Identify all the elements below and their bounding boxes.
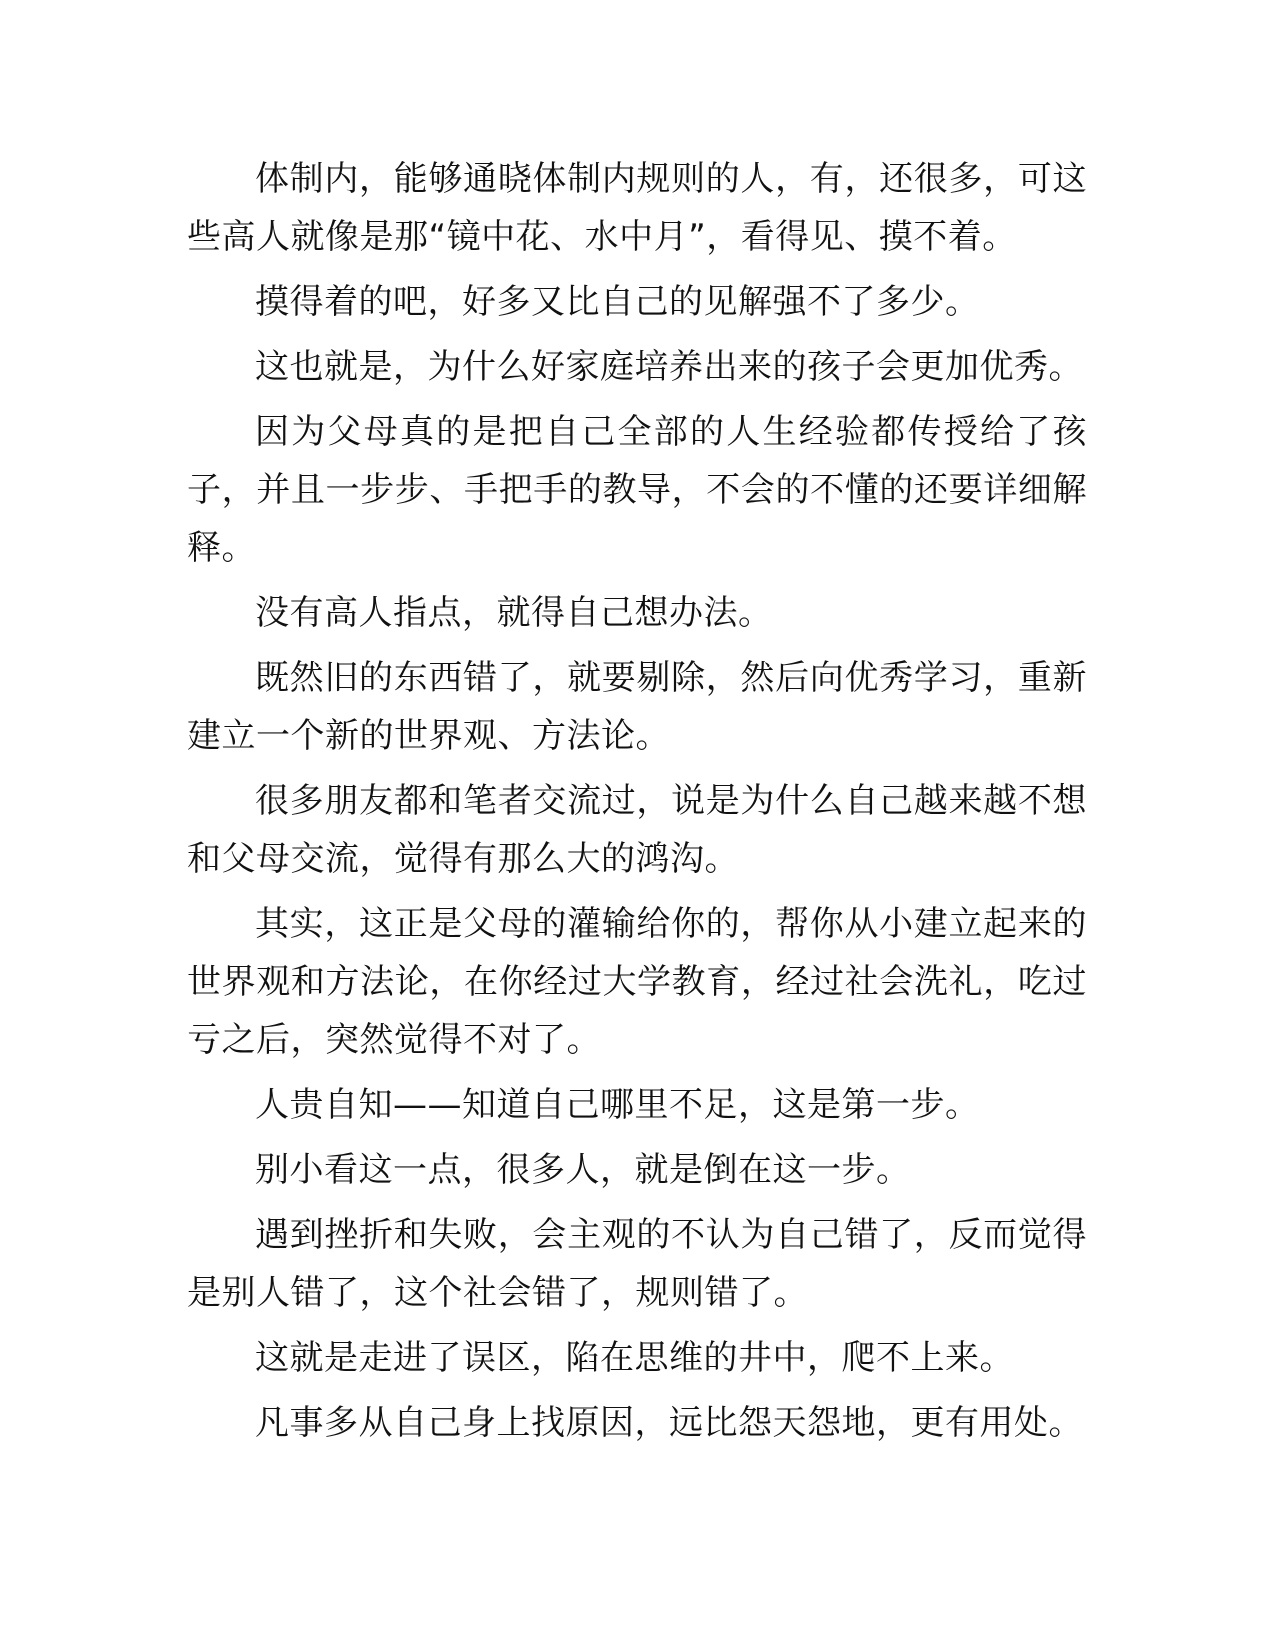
paragraph-12: 这就是走进了误区，陷在思维的井中，爬不上来。 (255, 1338, 1014, 1378)
paragraph-5: 没有高人指点，就得自己想办法。 (255, 593, 773, 633)
paragraph-8: 其实，这正是父母的灌输给你的，帮你从小建立起来的世界观和方法论，在你经过大学教育，经过社会洗礼，吃过亏之后，突然觉得不对了。 (187, 904, 1087, 1060)
paragraph-10: 别小看这一点，很多人，就是倒在这一步。 (255, 1150, 911, 1190)
paragraph-6: 既然旧的东西错了，就要剔除，然后向优秀学习，重新建立一个新的世界观、方法论。 (187, 658, 1087, 756)
paragraph-9: 人贵自知——知道自己哪里不足，这是第一步。 (255, 1085, 980, 1125)
paragraph-4: 因为父母真的是把自己全部的人生经验都传授给了孩子，并且一步步、手把手的教导，不会的不懂的还要详细解释。 (187, 412, 1087, 568)
paragraph-11: 遇到挫折和失败，会主观的不认为自己错了，反而觉得是别人错了，这个社会错了，规则错了。 (187, 1215, 1087, 1313)
paragraph-13: 凡事多从自己身上找原因，远比怨天怨地，更有用处。 (255, 1403, 1083, 1443)
paragraph-1: 体制内，能够通晓体制内规则的人，有，还很多，可这些高人就像是那“镜中花、水中月”，看得见、摸不着。 (187, 159, 1087, 257)
document-body (187, 150, 1087, 1459)
paragraph-2: 摸得着的吧，好多又比自己的见解强不了多少。 (255, 282, 980, 322)
paragraph-7: 很多朋友都和笔者交流过，说是为什么自己越来越不想和父母交流，觉得有那么大的鸿沟。 (187, 781, 1087, 879)
paragraph-3: 这也就是，为什么好家庭培养出来的孩子会更加优秀。 (255, 347, 1083, 387)
